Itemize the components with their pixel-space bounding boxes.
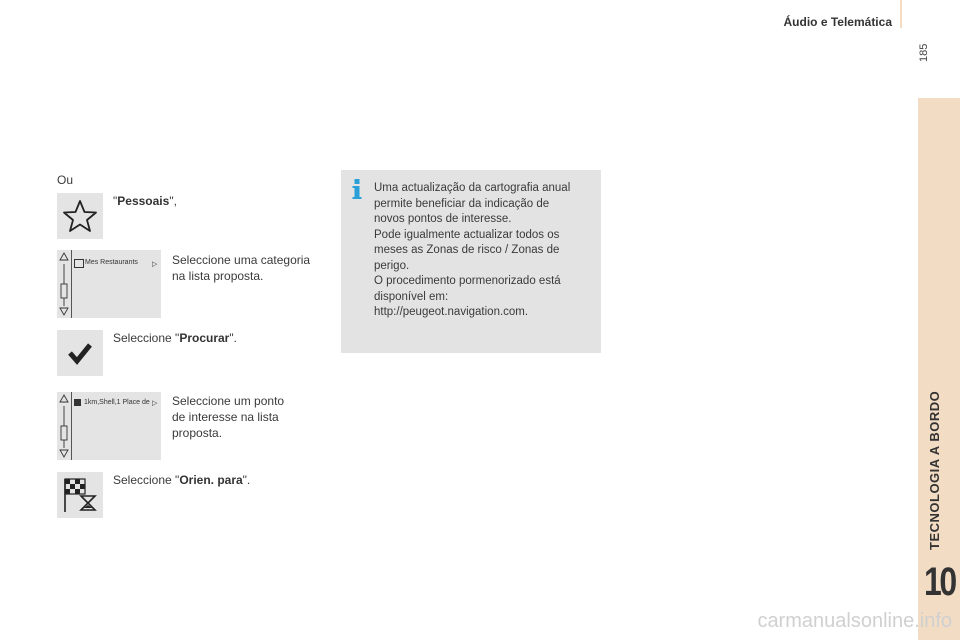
step-orien-para: Seleccione "Orien. para".: [113, 473, 251, 487]
chapter-sidebar: [918, 98, 960, 640]
scrollbar-icon: [57, 250, 71, 318]
page-number: 185: [918, 43, 930, 62]
header-divider: [900, 0, 902, 28]
info-icon: [351, 178, 363, 200]
list-item-label: Mes Restaurants: [85, 259, 138, 266]
section-title: Áudio e Telemática: [783, 15, 892, 29]
scrollbar-icon: [57, 392, 71, 460]
star-icon: [57, 193, 103, 239]
guidance-button-image: [57, 472, 103, 518]
step-procurar: Seleccione "Procurar".: [113, 331, 237, 345]
step-poi: Seleccione um ponto de interesse na lista proposta.: [172, 394, 285, 440]
arrow-right-icon: ▷: [152, 261, 158, 268]
checkered-flag-hourglass-icon: [57, 472, 103, 518]
chapter-label: TECNOLOGIA A BORDO: [927, 390, 942, 550]
step-category: Seleccione uma categoria na lista proposta.: [172, 253, 311, 283]
category-list-screen: [57, 250, 161, 318]
watermark: carmanualsonline.info: [757, 610, 952, 632]
poi-list-screen: [57, 392, 161, 460]
list-item-icon: [74, 399, 81, 406]
step-pessoais: "Pessoais",: [113, 194, 177, 208]
info-note-text: Uma actualização da cartografia anual permite beneficiar da indicação de novos pontos de interesse. Pode igualmente actualizar todos os meses as Zonas de risco / Zonas de perigo. O procedimento pormenorizado está disponível em: http://peugeot.navigation.com.: [374, 182, 571, 318]
search-button-image: [57, 330, 103, 376]
list-item-icon: [74, 259, 84, 268]
arrow-right-icon: ▷: [152, 400, 158, 407]
chapter-number: 10: [924, 560, 955, 604]
or-label: Ou: [57, 173, 74, 187]
scroll-column: [57, 250, 72, 318]
checkmark-icon: [57, 330, 103, 376]
list-item-label: 1km,Shell,1 Place de: [84, 399, 150, 406]
star-button-image: [57, 193, 103, 239]
scroll-column: [57, 392, 72, 460]
